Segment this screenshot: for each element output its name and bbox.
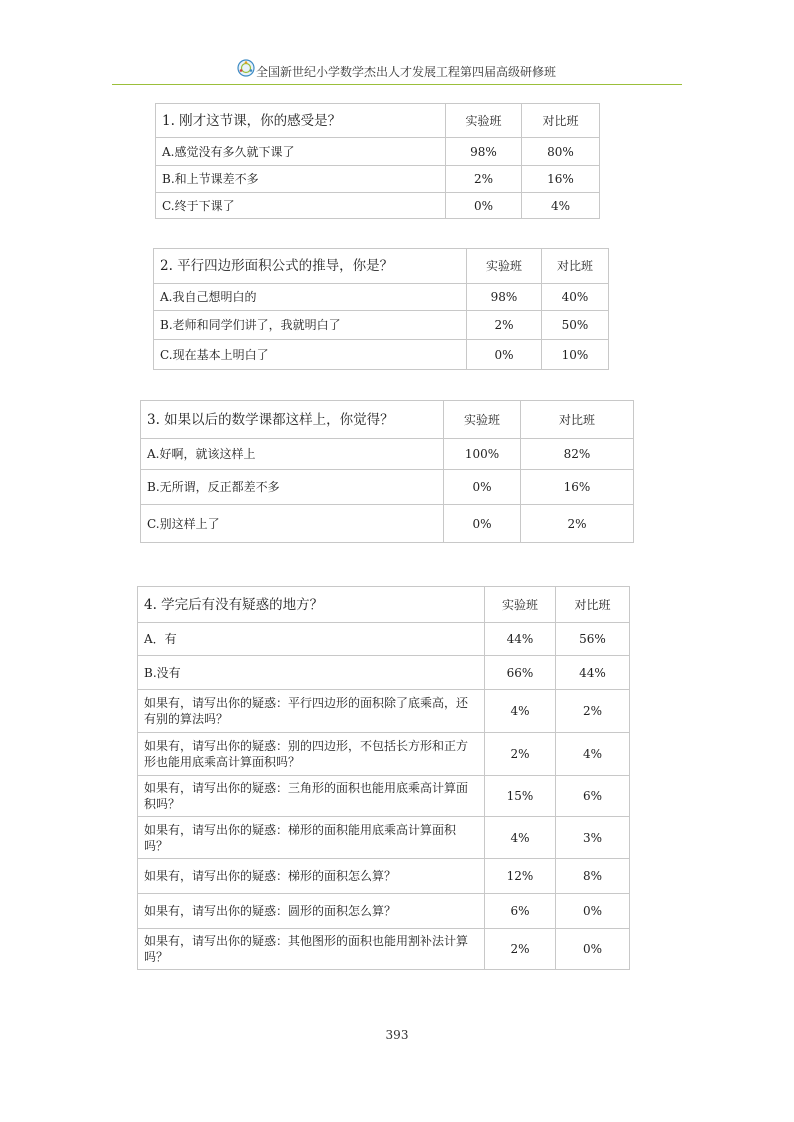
table-row: [154, 340, 609, 370]
option-label: C.终于下课了: [156, 193, 446, 219]
col-header-experimental: 实验班: [444, 401, 521, 439]
control-value: 6%: [556, 776, 630, 817]
table-row: [138, 656, 630, 690]
question-title: 3. 如果以后的数学课都这样上，你觉得？: [141, 401, 444, 439]
control-value: 50%: [542, 311, 609, 340]
experimental-value: 2%: [467, 311, 542, 340]
option-label: B.没有: [138, 656, 485, 690]
table-header-row: [141, 401, 634, 439]
col-header-control: 对比班: [556, 587, 630, 623]
table-row: [138, 894, 630, 929]
table-row: [138, 776, 630, 817]
table-row: [156, 166, 600, 193]
control-value: 16%: [522, 166, 600, 193]
option-label: 如果有，请写出你的疑惑：平行四边形的面积除了底乘高，还有别的算法吗？: [138, 690, 485, 733]
table-header-row: [156, 104, 600, 138]
table-row: [138, 859, 630, 894]
question-title: 2. 平行四边形面积公式的推导，你是？: [154, 249, 467, 284]
experimental-value: 4%: [485, 690, 556, 733]
control-value: 8%: [556, 859, 630, 894]
control-value: 0%: [556, 894, 630, 929]
option-label: C.别这样上了: [141, 505, 444, 543]
experimental-value: 0%: [446, 193, 522, 219]
experimental-value: 6%: [485, 894, 556, 929]
col-header-control: 对比班: [521, 401, 634, 439]
experimental-value: 98%: [467, 284, 542, 311]
table-row: [156, 193, 600, 219]
control-value: 0%: [556, 929, 630, 970]
col-header-experimental: 实验班: [446, 104, 522, 138]
table-row: [138, 817, 630, 859]
table-header-row: [154, 249, 609, 284]
option-label: 如果有，请写出你的疑惑：别的四边形，不包括长方形和正方形也能用底乘高计算面积吗？: [138, 733, 485, 776]
control-value: 16%: [521, 470, 634, 505]
table-row: [138, 733, 630, 776]
control-value: 4%: [522, 193, 600, 219]
col-header-experimental: 实验班: [467, 249, 542, 284]
survey-table-3: [140, 400, 634, 543]
control-value: 2%: [556, 690, 630, 733]
header-title: 全国新世纪小学数学杰出人才发展工程第四届高级研修班: [256, 65, 557, 79]
table-row: [156, 138, 600, 166]
option-label: A.好啊，就该这样上: [141, 439, 444, 470]
col-header-experimental: 实验班: [485, 587, 556, 623]
experimental-value: 0%: [467, 340, 542, 370]
experimental-value: 2%: [446, 166, 522, 193]
control-value: 3%: [556, 817, 630, 859]
survey-table-2: [153, 248, 609, 370]
table-row: [141, 505, 634, 543]
table-row: [141, 470, 634, 505]
control-value: 4%: [556, 733, 630, 776]
question-title: 4. 学完后有没有疑惑的地方？: [138, 587, 485, 623]
option-label: 如果有，请写出你的疑惑：三角形的面积也能用底乘高计算面积吗？: [138, 776, 485, 817]
col-header-control: 对比班: [542, 249, 609, 284]
col-header-control: 对比班: [522, 104, 600, 138]
option-label: A．有: [138, 623, 485, 656]
page-number: 393: [385, 1028, 409, 1042]
table-row: [138, 929, 630, 970]
experimental-value: 44%: [485, 623, 556, 656]
experimental-value: 100%: [444, 439, 521, 470]
experimental-value: 66%: [485, 656, 556, 690]
option-label: 如果有，请写出你的疑惑：其他图形的面积也能用割补法计算吗？: [138, 929, 485, 970]
option-label: C.现在基本上明白了: [154, 340, 467, 370]
option-label: 如果有，请写出你的疑惑：梯形的面积怎么算？: [138, 859, 485, 894]
experimental-value: 2%: [485, 733, 556, 776]
control-value: 82%: [521, 439, 634, 470]
option-label: 如果有，请写出你的疑惑：梯形的面积能用底乘高计算面积吗？: [138, 817, 485, 859]
table-row: [154, 311, 609, 340]
experimental-value: 0%: [444, 470, 521, 505]
page-header: [112, 58, 682, 85]
table-row: [141, 439, 634, 470]
option-label: B.无所谓，反正都差不多: [141, 470, 444, 505]
experimental-value: 15%: [485, 776, 556, 817]
control-value: 56%: [556, 623, 630, 656]
table-row: [138, 690, 630, 733]
experimental-value: 12%: [485, 859, 556, 894]
table-header-row: [138, 587, 630, 623]
option-label: 如果有，请写出你的疑惑：圆形的面积怎么算？: [138, 894, 485, 929]
table-row: [154, 284, 609, 311]
question-title: 1. 刚才这节课，你的感受是？: [156, 104, 446, 138]
option-label: B.老师和同学们讲了，我就明白了: [154, 311, 467, 340]
control-value: 10%: [542, 340, 609, 370]
control-value: 40%: [542, 284, 609, 311]
option-label: B.和上节课差不多: [156, 166, 446, 193]
experimental-value: 2%: [485, 929, 556, 970]
control-value: 80%: [522, 138, 600, 166]
option-label: A.感觉没有多久就下课了: [156, 138, 446, 166]
control-value: 2%: [521, 505, 634, 543]
survey-table-4: [137, 586, 630, 970]
experimental-value: 4%: [485, 817, 556, 859]
option-label: A.我自己想明白的: [154, 284, 467, 311]
program-logo-icon: [237, 59, 255, 77]
control-value: 44%: [556, 656, 630, 690]
survey-table-1: [155, 103, 600, 219]
experimental-value: 98%: [446, 138, 522, 166]
table-row: [138, 623, 630, 656]
experimental-value: 0%: [444, 505, 521, 543]
